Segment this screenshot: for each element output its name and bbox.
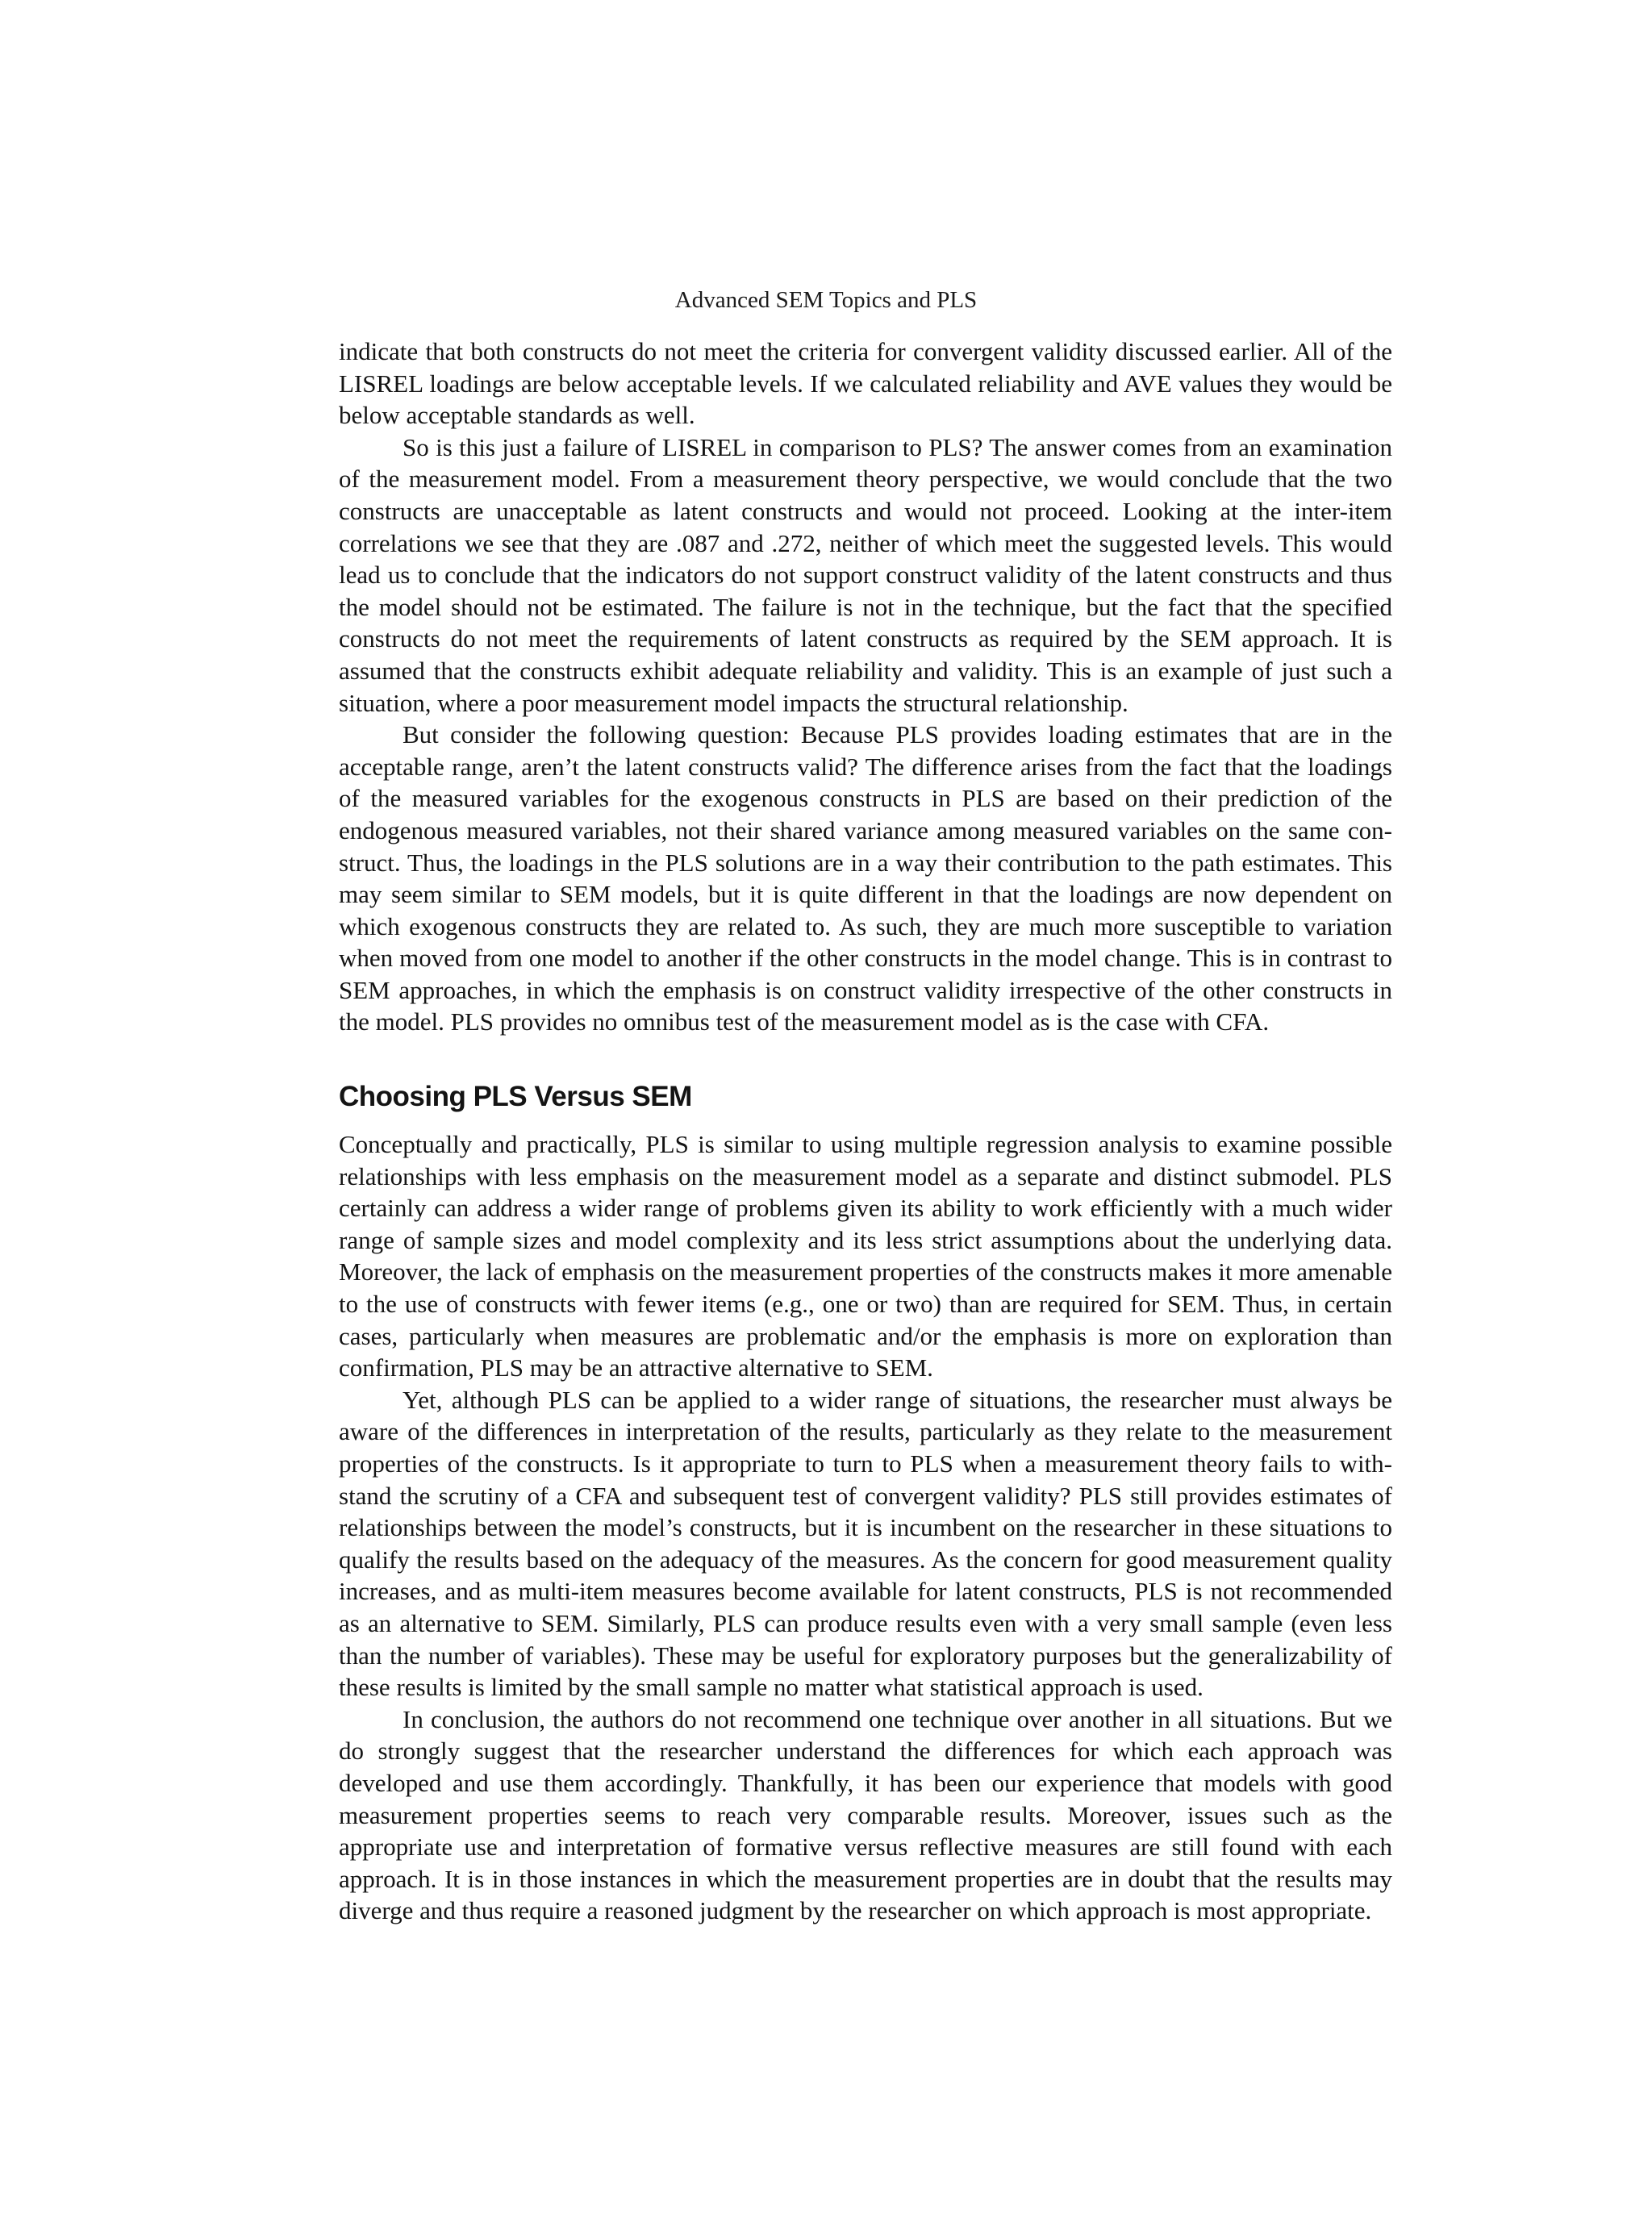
- running-head: Advanced SEM Topics and PLS: [674, 287, 978, 313]
- paragraph: So is this just a failure of LISREL in comparison to PLS? The answer comes from an examination of the measurement model. From a measurement theory perspective, we would conclude that the two constructs are unacceptable as latent constructs and would not proceed. Looking at the inter-item correlations we see that they are .087 and .272, neither of which meet the suggested levels. This would lead us to conclude that the indicators do not support construct validity of the latent constructs and thus the model should not be estimated. The failure is not in the technique, but the fact that the specified constructs do not meet the requirements of latent constructs as required by the SEM approach. It is assumed that the constructs exhibit adequate reliability and validity. This is an example of just such a situation, where a poor measurement model impacts the structural relationship.: [339, 432, 1392, 717]
- paragraph: Conceptually and practically, PLS is similar to using multiple regression analysis to examine possible relationships with less emphasis on the measurement model as a separate and distinct submodel. PLS certainly can address a wider range of problems given its ability to work efficiently with a much wider range of sample sizes and model complexity and its less strict assumptions about the underlying data. Moreover, the lack of emphasis on the measurement properties of the constructs makes it more amenable to the use of constructs with fewer items (e.g., one or two) than are required for SEM. Thus, in certain cases, particularly when measures are problematic and/or the emphasis is more on exploration than confirmation, PLS may be an attractive alternative to SEM.: [339, 1130, 1392, 1382]
- paragraph: Yet, although PLS can be applied to a wider range of situations, the researcher must always be aware of the differences in interpretation of the results, particularly as they relate to the measurement properties of the constructs. Is it appropriate to turn to PLS when a measurement theory fails to withstand the scrutiny of a CFA and subsequent test of convergent validity? PLS still provides estimates of relationships between the model’s constructs, but it is incumbent on the researcher in these situations to qualify the results based on the adequacy of the measures. As the concern for good measurement quality increases, and as multi-item measures become available for latent constructs, PLS is not recommended as an alternative to SEM. Similarly, PLS can produce results even with a very small sample (even less than the number of variables). These may be useful for exploratory purposes but the generalizability of these results is limited by the small sample no matter what statistical approach is used.: [339, 1385, 1392, 1702]
- paragraph: In conclusion, the authors do not recommend one technique over another in all situations. But we do strongly suggest that the researcher understand the differences for which each approach was developed and use them accordingly. Thankfully, it has been our experience that models with good measurement properties seems to reach very comparable results. Moreover, issues such as the appropriate use and interpretation of formative versus reflective measures are still found with each approach. It is in those instances in which the measurement properties are in doubt that the results may diverge and thus require a reasoned judgment by the researcher on which approach is most appropriate.: [339, 1704, 1392, 1925]
- section-heading: Choosing PLS Versus SEM: [339, 1081, 692, 1113]
- paragraph: indicate that both constructs do not meet the criteria for convergent validity discussed earlier. All of the LISREL loadings are below acceptable levels. If we calculated reliability and AVE values they would be below acceptable standards as well.: [339, 337, 1392, 430]
- body-text: [339, 336, 1392, 1927]
- paragraph: But consider the following question: Because PLS provides loading estimates that are in the acceptable range, aren’t the latent constructs valid? The difference arises from the fact that the loadings of the measured variables for the exogenous constructs in PLS are based on their prediction of the endogenous measured variables, not their shared variance among measured variables on the same construct. Thus, the loadings in the PLS solutions are in a way their contribution to the path estimates. This may seem similar to SEM models, but it is quite different in that the loadings are now dependent on which exogenous constructs they are related to. As such, they are much more susceptible to variation when moved from one model to another if the other constructs in the model change. This is in contrast to SEM approaches, in which the emphasis is on construct validity irrespective of the other constructs in the model. PLS provides no omnibus test of the measurement model as is the case with CFA.: [339, 720, 1392, 1036]
